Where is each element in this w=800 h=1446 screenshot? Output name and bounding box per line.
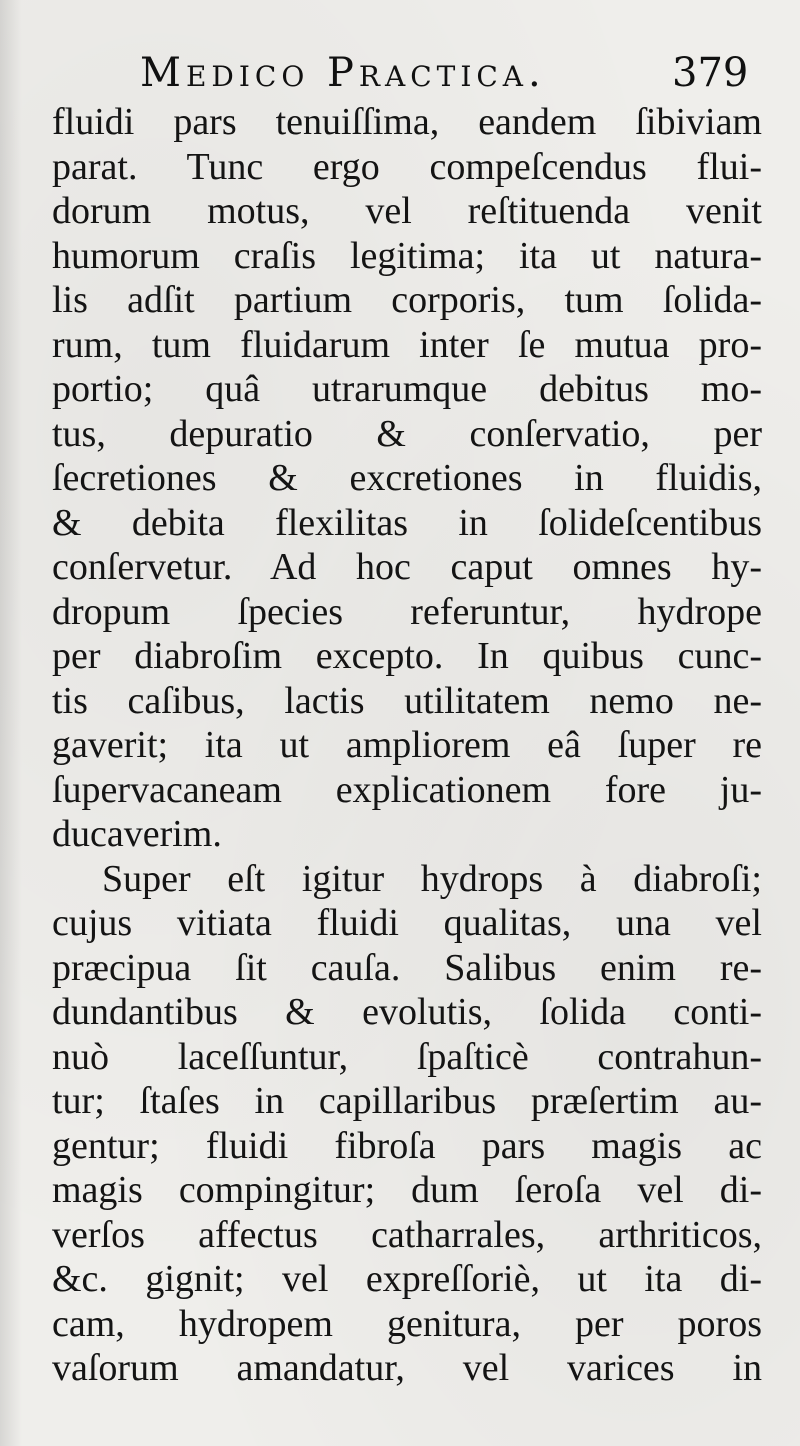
text-line: lis adſit partium corporis, tum ſolida-	[52, 279, 762, 321]
text-line: præcipua ſit cauſa. Salibus enim re-	[52, 946, 762, 989]
text-line: fluidi pars tenuiſſima, eandem ſibiviam	[52, 101, 762, 143]
text-line: ſupervacaneam explicationem fore ju-	[52, 768, 762, 811]
text-line: parat. Tunc ergo compeſcendus flui-	[52, 145, 762, 188]
text-line: cam, hydropem genitura, per poros	[52, 1302, 762, 1345]
text-line: gaverit; ita ut ampliorem eâ ſuper re	[52, 724, 762, 766]
text-line: ſecretiones & excretiones in fluidis,	[52, 457, 762, 499]
page-number: 379	[672, 50, 749, 96]
text-line: per diabroſim excepto. In quibus cunc-	[52, 635, 762, 677]
text-line: magis compingitur; dum ſeroſa vel di-	[52, 1169, 762, 1211]
text-line: gentur; fluidi fibroſa pars magis ac	[52, 1124, 762, 1167]
text-line: dropum ſpecies referuntur, hydrope	[52, 590, 762, 633]
paragraph-first-line: Super eſt igitur hydrops à diabroſi;	[102, 857, 762, 900]
text-line: verſos affectus catharrales, arthriticos,	[52, 1213, 762, 1256]
page-gutter-shadow	[0, 0, 22, 1446]
page-header	[140, 44, 800, 102]
text-line: & debita flexilitas in ſolideſcentibus	[52, 501, 762, 544]
text-line: rum, tum fluidarum inter ſe mutua pro-	[52, 323, 762, 366]
body-text	[52, 100, 762, 1391]
text-line: conſervetur. Ad hoc caput omnes hy-	[52, 546, 762, 588]
text-line: &c. gignit; vel expreſſoriè, ut ita di-	[52, 1258, 762, 1300]
text-line: dorum motus, vel reſtituenda venit	[52, 190, 762, 232]
text-line: vaſorum amandatur, vel varices in	[52, 1347, 762, 1389]
running-title: Medico Practica.	[140, 50, 546, 96]
text-line: tus, depuratio & conſervatio, per	[52, 412, 762, 455]
text-line: tur; ſtaſes in capillaribus præſertim au-	[52, 1080, 762, 1122]
text-line: dundantibus & evolutis, ſolida conti-	[52, 991, 762, 1033]
text-line: nuò laceſſuntur, ſpaſticè contrahun-	[52, 1035, 762, 1078]
text-line: tis caſibus, lactis utilitatem nemo ne-	[52, 679, 762, 722]
text-line: cujus vitiata fluidi qualitas, una vel	[52, 902, 762, 944]
text-line: portio; quâ utrarumque debitus mo-	[52, 368, 762, 410]
paragraph-end-line: ducaverim.	[52, 813, 222, 855]
text-line: humorum craſis legitima; ita ut natura-	[52, 234, 762, 277]
